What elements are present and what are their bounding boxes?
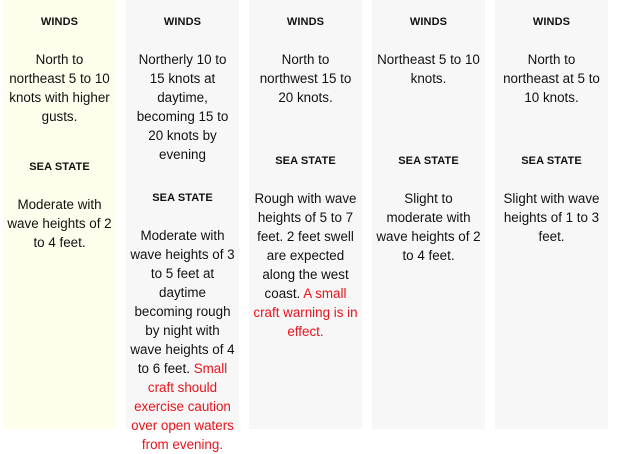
sea-state-description: Rough with wave heights of 5 to 7 feet. 2 feet swell are expected along the west coast. xyxy=(254,191,357,301)
winds-text: North to northwest 15 to 20 knots. xyxy=(259,52,352,105)
sea-state-description: Slight with wave heights of 1 to 3 feet. xyxy=(503,191,600,244)
winds-text: North to northeast at 5 to 10 knots. xyxy=(503,52,600,105)
sea-state-heading: SEA STATE xyxy=(152,192,213,204)
winds-text: Northeast 5 to 10 knots. xyxy=(377,52,480,86)
sea-state-text xyxy=(253,189,358,341)
sea-state-text xyxy=(499,189,604,246)
forecast-column-1 xyxy=(3,0,116,429)
forecast-column-2 xyxy=(126,0,239,452)
sea-state-description: Moderate with wave heights of 2 to 4 feet. xyxy=(7,197,112,250)
forecast-column-4 xyxy=(372,0,485,429)
sea-state-heading: SEA STATE xyxy=(521,155,582,167)
sea-state-text xyxy=(130,226,235,454)
sea-state-text xyxy=(7,195,112,252)
winds-heading: WINDS xyxy=(409,16,448,28)
sea-state-heading: SEA STATE xyxy=(275,155,336,167)
sea-state-heading: SEA STATE xyxy=(398,155,459,167)
winds-heading: WINDS xyxy=(40,16,79,28)
small-craft-warning: A small craft warning is in effect. xyxy=(253,286,358,339)
forecast-column-5 xyxy=(495,0,608,429)
winds-text: Northerly 10 to 15 knots at daytime, becoming 15 to 20 knots by evening xyxy=(136,52,229,162)
small-craft-warning: Small craft should exercise caution over open waters from evening. xyxy=(131,361,234,452)
forecast-column-3 xyxy=(249,0,362,429)
sea-state-description: Moderate with wave heights of 3 to 5 feet at daytime becoming rough by night with wave heights of 4 to 6 feet. xyxy=(130,228,235,376)
winds-heading: WINDS xyxy=(532,16,571,28)
winds-heading: WINDS xyxy=(286,16,325,28)
sea-state-description: Slight to moderate with wave heights of 2 to 4 feet. xyxy=(376,191,481,263)
winds-text: North to northeast 5 to 10 knots with higher gusts. xyxy=(9,52,110,124)
sea-state-text xyxy=(376,189,481,265)
sea-state-heading: SEA STATE xyxy=(29,161,90,173)
winds-heading: WINDS xyxy=(163,16,202,28)
